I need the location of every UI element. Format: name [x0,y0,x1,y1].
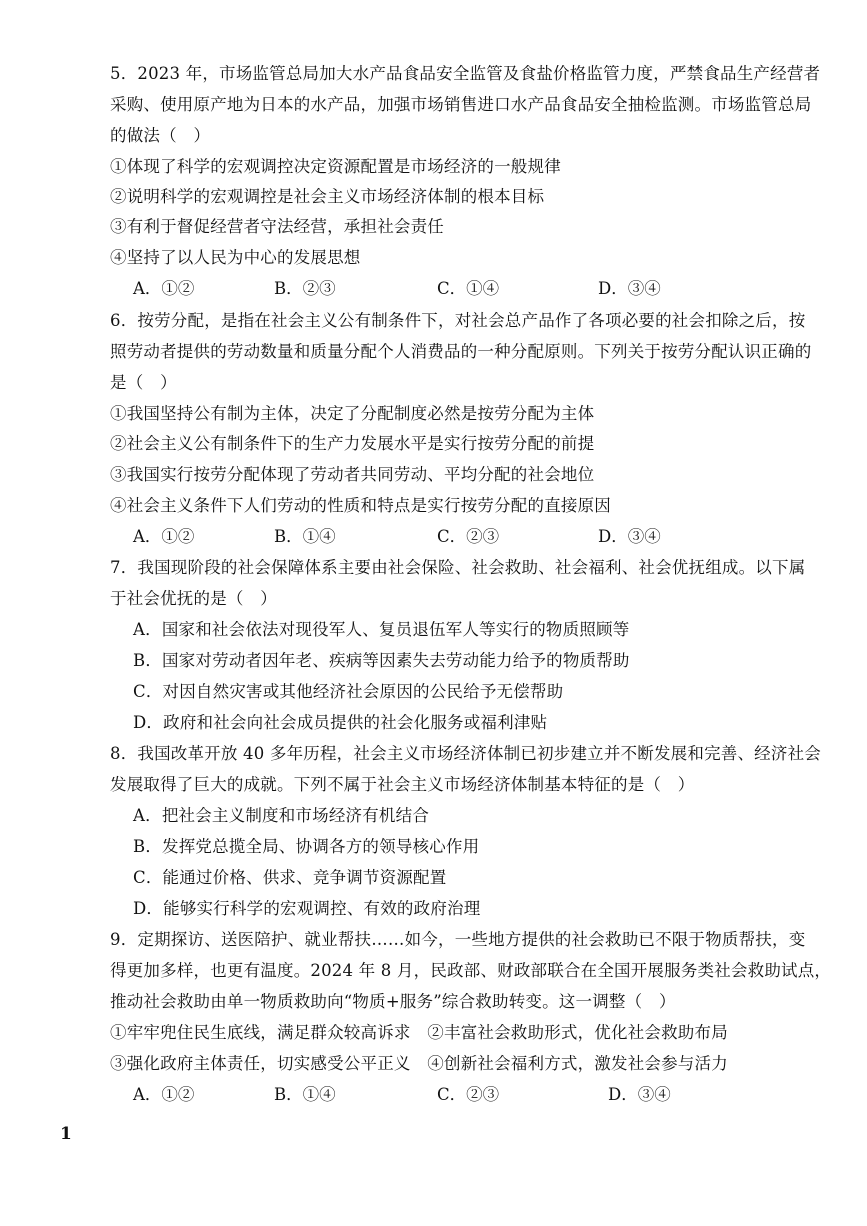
q9-option-c: C．②③ [437,1085,500,1104]
q6-stem-line-2: 照劳动者提供的劳动数量和质量分配个人消费品的一种分配原则。下列关于按劳分配认识正确的 [110,342,812,361]
q7-choice-a: A．国家和社会依法对现役军人、复员退伍军人等实行的物质照顾等 [133,620,630,639]
q8-choice-a: A．把社会主义制度和市场经济有机结合 [133,806,430,825]
q6-statement-1: ①我国坚持公有制为主体，决定了分配制度必然是按劳分配为主体 [110,404,595,423]
q5-option-a: A．①② [133,279,195,298]
q6-statement-2: ②社会主义公有制条件下的生产力发展水平是实行按劳分配的前提 [110,434,595,453]
q9-option-a: A．①② [133,1085,195,1104]
q7-choice-b: B．国家对劳动者因年老、疾病等因素失去劳动能力给予的物质帮助 [133,651,630,670]
q6-statement-3: ③我国实行按劳分配体现了劳动者共同劳动、平均分配的社会地位 [110,465,595,484]
q9-statements-1-2: ①牢牢兜住民生底线，满足群众较高诉求 ②丰富社会救助形式，优化社会救助布局 [110,1023,728,1042]
q6-option-b: B．①④ [274,527,336,546]
q8-stem-line-2: 发展取得了巨大的成就。下列不属于社会主义市场经济体制基本特征的是（ ） [110,775,695,794]
q5-option-c: C．①④ [437,279,500,298]
q6-option-d: D．③④ [598,527,661,546]
q6-stem-line-1: 6．按劳分配，是指在社会主义公有制条件下，对社会总产品作了各项必要的社会扣除之后，按 [110,311,806,330]
q8-choice-d: D．能够实行科学的宏观调控、有效的政府治理 [133,899,481,918]
q8-choice-c: C．能通过价格、供求、竞争调节资源配置 [133,868,447,887]
q6-stem-line-3: 是（ ） [110,373,177,392]
q5-option-b: B．②③ [274,279,336,298]
q8-choice-b: B．发挥党总揽全局、协调各方的领导核心作用 [133,837,480,856]
q9-stem-line-3: 推动社会救助由单一物质救助向“物质+服务”综合救助转变。这一调整（ ） [110,992,676,1011]
q5-stem-line-1: 5．2023 年，市场监管总局加大水产品食品安全监管及食盐价格监管力度，严禁食品生产经营者 [110,64,821,83]
q6-statement-4: ④社会主义条件下人们劳动的性质和特点是实行按劳分配的直接原因 [110,496,611,515]
q7-stem-line-2: 于社会优抚的是（ ） [110,589,277,608]
page-number: 1 [60,1124,72,1144]
q5-option-d: D．③④ [598,279,661,298]
q9-option-b: B．①④ [274,1085,336,1104]
q6-option-a: A．①② [133,527,195,546]
q9-statements-3-4: ③强化政府主体责任，切实感受公平正义 ④创新社会福利方式，激发社会参与活力 [110,1054,728,1073]
q5-stem-line-3: 的做法（ ） [110,126,211,145]
q8-stem-line-1: 8．我国改革开放 40 多年历程，社会主义市场经济体制已初步建立并不断发展和完善、经济社会 [110,744,821,763]
q9-stem-line-2: 得更加多样，也更有温度。2024 年 8 月，民政部、财政部联合在全国开展服务类社会救助试点， [110,961,832,980]
q5-statement-4: ④坚持了以人民为中心的发展思想 [110,248,361,267]
q5-statement-3: ③有利于督促经营者守法经营，承担社会责任 [110,217,444,236]
q9-stem-line-1: 9．定期探访、送医陪护、就业帮扶……如今，一些地方提供的社会救助已不限于物质帮扶，变 [110,930,806,949]
q7-stem-line-1: 7．我国现阶段的社会保障体系主要由社会保险、社会救助、社会福利、社会优抚组成。以下属 [110,558,806,577]
q5-stem-line-2: 采购、使用原产地为日本的水产品，加强市场销售进口水产品食品安全抽检监测。市场监管总局 [110,95,812,114]
q7-choice-c: C．对因自然灾害或其他经济社会原因的公民给予无偿帮助 [133,682,564,701]
q5-statement-1: ①体现了科学的宏观调控决定资源配置是市场经济的一般规律 [110,157,561,176]
q6-option-c: C．②③ [437,527,500,546]
q9-option-d: D．③④ [608,1085,671,1104]
q7-choice-d: D．政府和社会向社会成员提供的社会化服务或福利津贴 [133,713,548,732]
q5-statement-2: ②说明科学的宏观调控是社会主义市场经济体制的根本目标 [110,187,545,206]
